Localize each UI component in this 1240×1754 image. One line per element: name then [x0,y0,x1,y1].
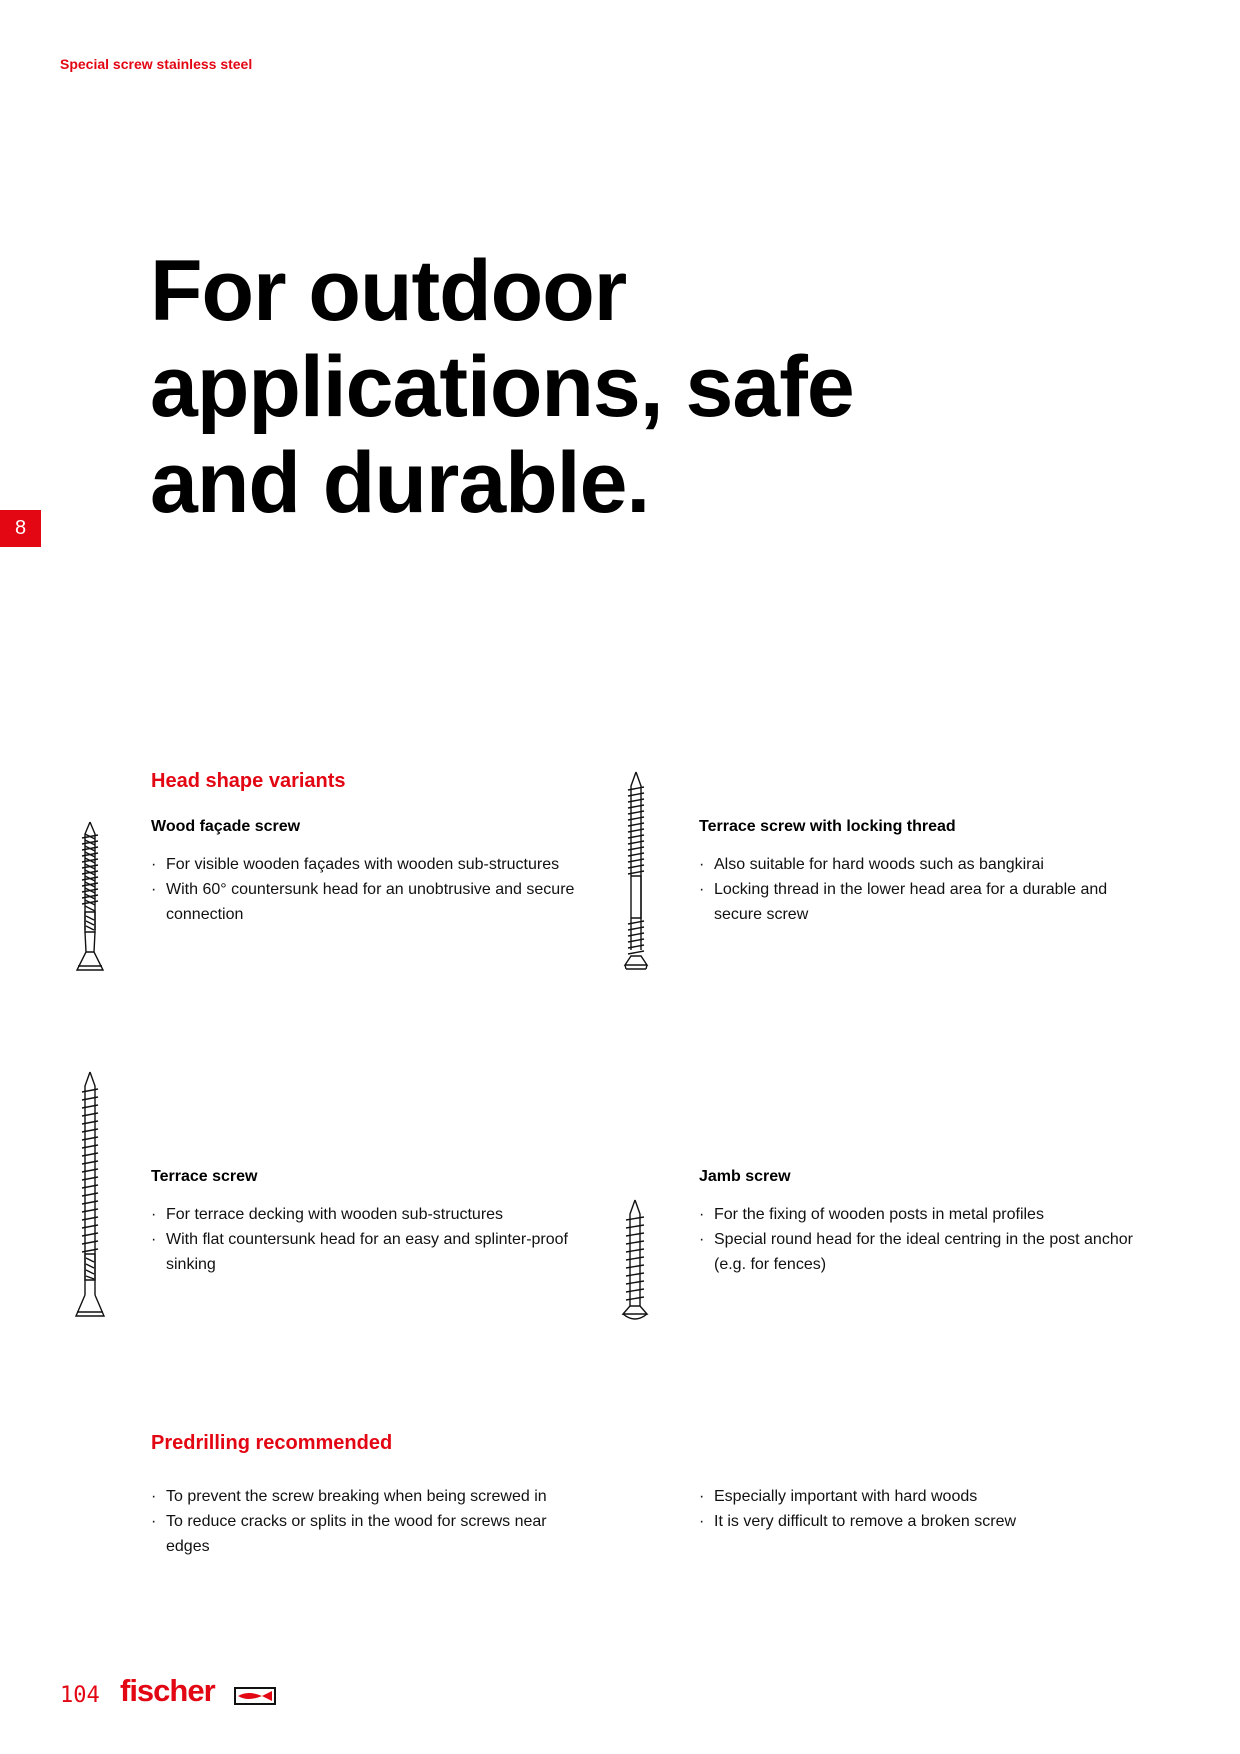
bullet-item: · With 60° countersunk head for an unobtrusive and secure connection [151,877,591,927]
hero-line: For outdoor [150,243,627,339]
jamb-screw-icon [615,1198,655,1326]
variant-title: Terrace screw with locking thread [699,818,956,835]
variant-bullets [699,1202,1139,1277]
bullet-item: · Especially important with hard woods [699,1484,1139,1509]
hero-line: and durable. [150,435,650,531]
predrilling-left [151,1484,591,1559]
predrilling-right [699,1484,1139,1534]
variant-title: Jamb screw [699,1168,791,1185]
variant-jamb [699,1168,1139,1277]
predrilling-title: Predrilling recommended [151,1432,393,1454]
head-shape-title: Head shape variants [151,770,346,792]
running-head: Special screw stainless steel [60,56,253,72]
hero-line: applications, safe [150,339,854,435]
fish-logo-icon [234,1687,276,1705]
bullet-item: · For visible wooden façades with wooden sub-structures [151,852,591,877]
brand-logo[interactable]: fischer [120,1673,215,1708]
variant-terrace-locking [699,818,1139,927]
wood-facade-screw-icon [72,820,108,975]
variant-terrace [151,1168,591,1277]
bullet-item: · It is very difficult to remove a broken screw [699,1509,1139,1534]
chapter-tab[interactable]: 8 [0,510,41,547]
page-number: 104 [60,1683,100,1708]
bullet-item: · To reduce cracks or splits in the wood for screws near edges [151,1509,591,1559]
variant-title: Wood façade screw [151,818,301,835]
bullet-item: · Also suitable for hard woods such as bangkirai [699,852,1139,877]
predrilling-bullets [151,1484,591,1559]
bullet-item: · To prevent the screw breaking when being screwed in [151,1484,591,1509]
bullet-item: · For terrace decking with wooden sub-structures [151,1202,591,1227]
variant-bullets [699,852,1139,927]
variant-title: Terrace screw [151,1168,258,1185]
bullet-item: · Locking thread in the lower head area for a durable and secure screw [699,877,1139,927]
bullet-item: · With flat countersunk head for an easy and splinter-proof sinking [151,1227,591,1277]
terrace-screw-icon [72,1070,108,1326]
variant-bullets [151,852,591,927]
predrilling-bullets [699,1484,1139,1534]
variant-bullets [151,1202,591,1277]
hero-title [150,243,950,531]
bullet-item: · Special round head for the ideal centring in the post anchor (e.g. for fences) [699,1227,1139,1277]
variant-wood-facade [151,818,591,927]
terrace-locking-screw-icon [618,770,654,975]
bullet-item: · For the fixing of wooden posts in metal profiles [699,1202,1139,1227]
